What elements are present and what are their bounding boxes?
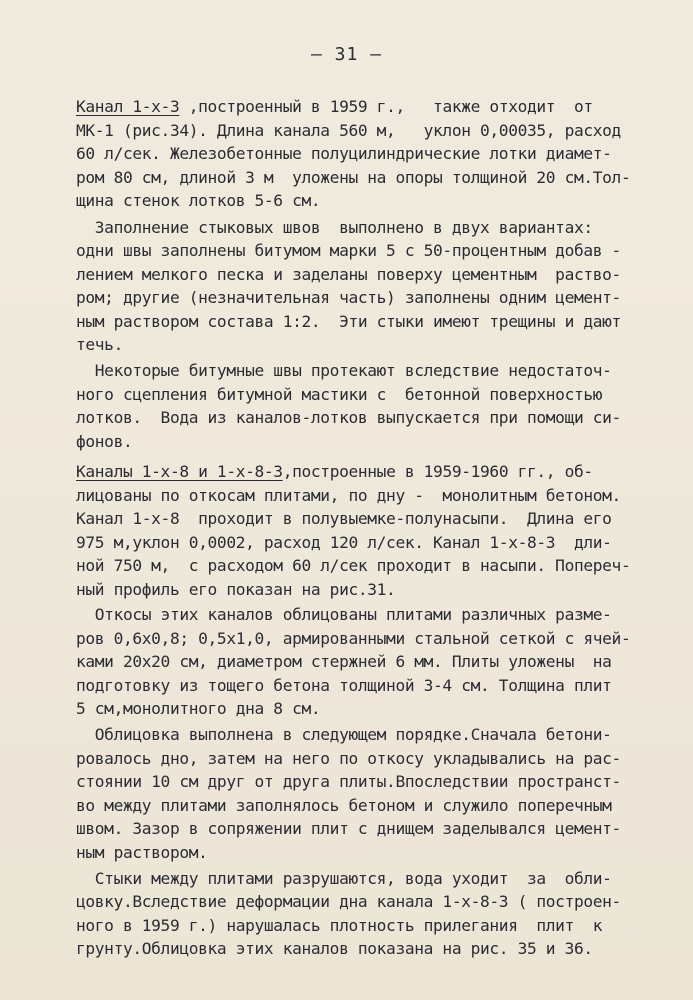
text-line: цовку.Вследствие деформации дна канала 1-х-8-3 ( построен- <box>76 892 621 911</box>
text-line: одни швы заполнены битумом марки 5 с 50-процентным добав - <box>76 241 621 260</box>
text-line: Стыки между плитами разрушаются, вода уходит за обли- <box>76 869 612 888</box>
text-line: Канал 1-х-3 ,построенный в 1959 г., также отходит от <box>76 97 593 116</box>
text-line: щина стенок лотков 5-6 см. <box>76 191 321 210</box>
text-line: подготовку из тощего бетона толщиной 3-4 см. Толщина плит <box>76 676 612 695</box>
text-line: ками 20х20 см, диаметром стержней 6 мм. Плиты уложены на <box>76 652 612 671</box>
text-line: ного сцепления битумной мастики с бетонной поверхностью <box>76 385 603 404</box>
text-line: 60 л/сек. Железобетонные полуцилиндрические лотки диамет- <box>76 144 612 163</box>
page-number: — 31 — <box>310 44 383 65</box>
text-line: стоянии 10 см друг от друга плиты.Впоследствии пространст- <box>76 772 621 791</box>
text-line: Облицовка выполнена в следующем порядке.Сначала бетони- <box>76 725 612 744</box>
text-line: лотков. Вода из каналов-лотков выпускается при помощи си- <box>76 408 621 427</box>
text-line: ной 750 м, с расходом 60 л/сек проходит в насыпи. Попереч- <box>76 556 631 575</box>
text-line: ным раствором. <box>76 843 208 862</box>
text-line: лицованы по откосам плитами, по дну - монолитным бетоном. <box>76 486 621 505</box>
text-line: ров 0,6х0,8; 0,5х1,0, армированными стальной сеткой с ячей- <box>76 629 631 648</box>
text-line: 5 см,монолитного дна 8 см. <box>76 699 321 718</box>
text-line: 975 м,уклон 0,0002, расход 120 л/сек. Канал 1-х-8-3 дли- <box>76 533 612 552</box>
text-line: ром; другие (незначительная часть) заполнены одним цемент- <box>76 288 621 307</box>
text-line: Заполнение стыковых швов выполнено в двух вариантах: <box>76 218 593 237</box>
text-line: МК-1 (рис.34). Длина канала 560 м, уклон 0,00035, расход <box>76 121 621 140</box>
text-line: ного в 1959 г.) нарушалась плотность прилегания плит к <box>76 916 603 935</box>
text-line: швом. Зазор в сопряжении плит с днищем заделывался цемент- <box>76 819 621 838</box>
text-line: во между плитами заполнялось бетоном и служило поперечным <box>76 796 612 815</box>
text-line: Откосы этих каналов облицованы плитами различных разме- <box>76 605 612 624</box>
section-heading-underlined: Каналы 1-х-8 и 1-х-8-3 <box>76 462 283 481</box>
text-line: течь. <box>76 335 123 354</box>
text-line: ный профиль его показан на рис.31. <box>76 580 396 599</box>
section-heading-underlined: Канал 1-х-3 <box>76 97 180 116</box>
text-line: ровалось дно, затем на него по откосу укладывались на рас- <box>76 749 621 768</box>
text-line: лением мелкого песка и заделаны поверху цементным раство- <box>76 265 621 284</box>
text-line: ром 80 см, длиной 3 м уложены на опоры толщиной 20 см.Тол- <box>76 168 631 187</box>
text-line: фонов. <box>76 432 133 451</box>
text-line: Канал 1-х-8 проходит в полувыемке-полунасыпи. Длина его <box>76 509 612 528</box>
text-line: Каналы 1-х-8 и 1-х-8-3,построенные в 1959-1960 гг., об- <box>76 462 593 481</box>
text-line: Некоторые битумные швы протекают вследствие недостаточ- <box>76 361 612 380</box>
text-line: грунту.Облицовка этих каналов показана на рис. 35 и 36. <box>76 939 593 958</box>
text-line: ным раствором состава 1:2. Эти стыки имеют трещины и дают <box>76 312 621 331</box>
